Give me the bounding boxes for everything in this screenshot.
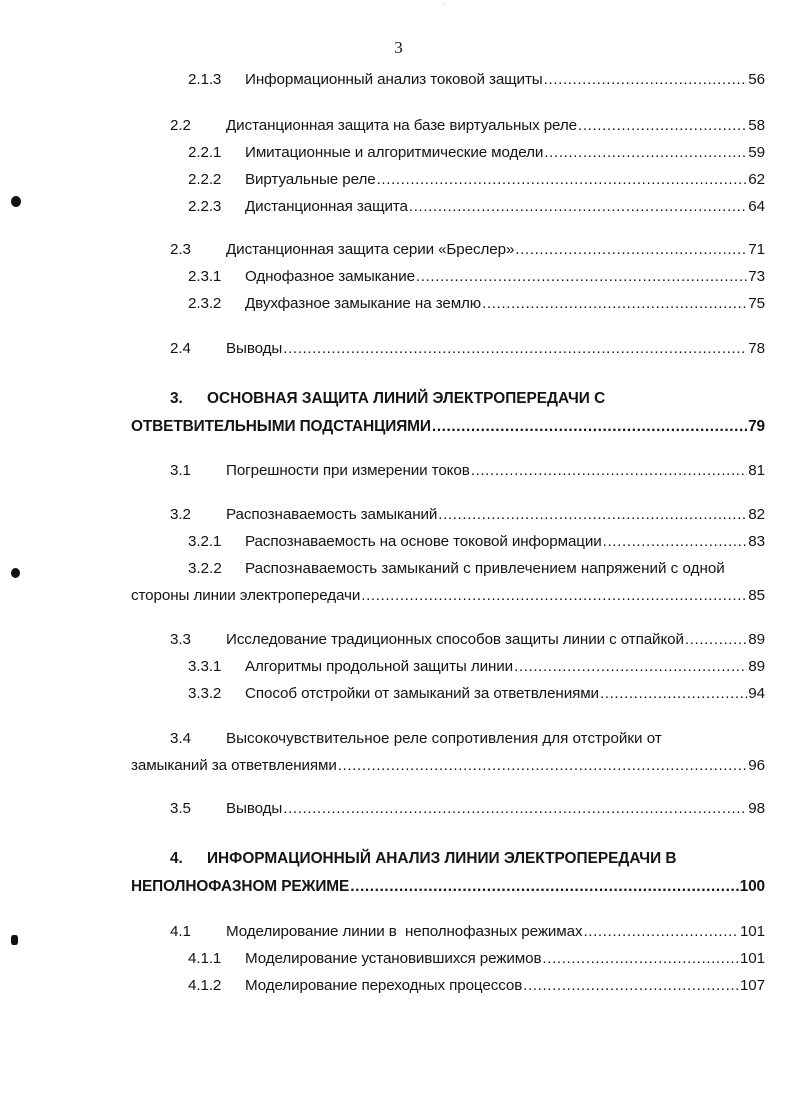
toc-entry-title: Моделирование установившихся режимов [245, 950, 542, 967]
leader-dots [416, 265, 747, 289]
leader-dots [409, 195, 747, 219]
toc-entry-page: 81 [748, 462, 765, 479]
toc-entry-page: 71 [748, 241, 765, 258]
toc-chapter-title-line2: ОТВЕТВИТЕЛЬНЫМИ ПОДСТАНЦИЯМИ [131, 418, 431, 435]
toc-entry-page: 98 [748, 800, 765, 817]
toc-entry-number: 2.2.3 [188, 198, 222, 215]
toc-chapter-heading[interactable] [0, 847, 797, 871]
toc-chapter-title-line1: ОСНОВНАЯ ЗАЩИТА ЛИНИЙ ЭЛЕКТРОПЕРЕДАЧИ С [207, 390, 606, 407]
toc-entry-title: Однофазное замыкание [245, 268, 415, 285]
toc-entry[interactable] [0, 459, 797, 483]
leader-dots [338, 754, 748, 778]
toc-entry[interactable] [0, 503, 797, 527]
toc-entry-number: 3.2 [170, 506, 191, 523]
toc-entry-title-line2: стороны линии электропередачи [131, 587, 361, 604]
toc-entry[interactable] [0, 530, 797, 554]
toc-chapter-number: 4. [170, 850, 183, 867]
toc-entry[interactable] [0, 655, 797, 679]
toc-entry-number: 4.1.1 [188, 950, 222, 967]
toc-entry-page: 94 [748, 685, 765, 702]
toc-entry-number: 4.1.2 [188, 977, 222, 994]
toc-entry-title: Дистанционная защита серии «Бреслер» [226, 241, 515, 258]
leader-dots [482, 292, 747, 316]
toc-entry-page: 78 [748, 340, 765, 357]
toc-entry[interactable] [0, 947, 797, 971]
toc-entry-page: 101 [739, 923, 765, 940]
toc-chapter-title-line2: НЕПОЛНОФАЗНОМ РЕЖИМЕ [131, 878, 350, 895]
toc-entry[interactable] [0, 292, 797, 316]
leader-dots [544, 141, 747, 165]
toc-entry[interactable] [0, 974, 797, 998]
toc-entry-page: 89 [748, 631, 765, 648]
toc-entry[interactable] [0, 727, 797, 751]
toc-chapter-heading[interactable] [0, 387, 797, 411]
leader-dots [544, 68, 748, 92]
toc-chapter-title-line1: ИНФОРМАЦИОННЫЙ АНАЛИЗ ЛИНИИ ЭЛЕКТРОПЕРЕДАЧИ В [207, 850, 677, 867]
leader-dots [283, 337, 747, 361]
toc-entry-title: Способ отстройки от замыканий за ответвлениями [245, 685, 599, 702]
toc-entry-continuation[interactable] [0, 584, 797, 608]
toc-entry-title: Выводы [226, 800, 283, 817]
leader-dots [350, 875, 738, 899]
toc-entry-number: 3.4 [170, 730, 192, 747]
toc-entry[interactable] [0, 141, 797, 165]
leader-dots [432, 415, 747, 439]
leader-dots [514, 655, 747, 679]
toc-entry-number: 2.2.1 [188, 144, 222, 161]
toc-entry-title: Виртуальные реле [245, 171, 376, 188]
scan-speck [444, 4, 445, 5]
toc-entry-page: 82 [748, 506, 765, 523]
toc-entry-number: 3.3.1 [188, 658, 222, 675]
leader-dots [438, 503, 747, 527]
leader-dots [283, 797, 747, 821]
toc-entry-title-line1: Распознаваемость замыканий с привлечением напряжений с одной [245, 560, 725, 577]
toc-entry-page: 79 [748, 418, 765, 435]
toc-entry[interactable] [0, 337, 797, 361]
toc-entry-number: 3.3 [170, 631, 191, 648]
toc-entry-page: 58 [748, 117, 765, 134]
toc-chapter-continuation[interactable] [0, 415, 797, 439]
toc-entry[interactable] [0, 682, 797, 706]
toc-entry[interactable] [0, 265, 797, 289]
toc-entry-title: Исследование традиционных способов защиты линии с отпайкой [226, 631, 684, 648]
toc-entry-title-line1: Высокочувствительное реле сопротивления для отстройки от [226, 730, 662, 747]
page-number: 3 [394, 38, 403, 57]
leader-dots [471, 459, 748, 483]
leader-dots [377, 168, 748, 192]
toc-entry-title: Алгоритмы продольной защиты линии [245, 658, 514, 675]
toc-entry[interactable] [0, 114, 797, 138]
toc-entry-number: 2.2 [170, 117, 191, 134]
leader-dots [578, 114, 747, 138]
toc-entry-title: Дистанционная защита на базе виртуальных реле [226, 117, 578, 134]
toc-entry-number: 4.1 [170, 923, 191, 940]
leader-dots [603, 530, 748, 554]
leader-dots [583, 920, 739, 944]
toc-entry-number: 3.3.2 [188, 685, 222, 702]
toc-entry-page: 62 [748, 171, 765, 188]
toc-entry[interactable] [0, 68, 797, 92]
toc-entry-page: 101 [739, 950, 765, 967]
toc-chapter-number: 3. [170, 390, 183, 407]
toc-entry-page: 64 [748, 198, 765, 215]
toc-entry[interactable] [0, 238, 797, 262]
toc-entry-title: Погрешности при измерении токов [226, 462, 470, 479]
toc-entry-page: 107 [739, 977, 765, 994]
toc-entry-title: Информационный анализ токовой защиты [245, 71, 543, 88]
toc-entry-title: Имитационные и алгоритмические модели [245, 144, 544, 161]
toc-entry-title: Дистанционная защита [245, 198, 408, 215]
toc-entry-number: 3.5 [170, 800, 191, 817]
toc-entry-number: 2.3.1 [188, 268, 222, 285]
leader-dots [600, 682, 747, 706]
toc-entry[interactable] [0, 797, 797, 821]
toc-entry-page: 85 [748, 587, 765, 604]
toc-entry[interactable] [0, 168, 797, 192]
toc-entry-title: Выводы [226, 340, 283, 357]
toc-entry-continuation[interactable] [0, 754, 797, 778]
toc-entry-title-line2: замыканий за ответвлениями [131, 757, 337, 774]
toc-entry-page: 59 [748, 144, 765, 161]
toc-entry-title: Двухфазное замыкание на землю [245, 295, 482, 312]
toc-entry-page: 73 [748, 268, 765, 285]
toc-entry-number: 2.2.2 [188, 171, 222, 188]
toc-entry-number: 3.2.2 [188, 560, 222, 577]
toc-entry-page: 83 [748, 533, 765, 550]
toc-entry-number: 3.2.1 [188, 533, 222, 550]
toc-entry-number: 2.4 [170, 340, 191, 357]
toc-entry-number: 2.3.2 [188, 295, 222, 312]
leader-dots [515, 238, 747, 262]
toc-entry[interactable] [0, 628, 797, 652]
leader-dots [361, 584, 747, 608]
toc-entry[interactable] [0, 920, 797, 944]
toc-entry-title: Моделирование переходных процессов [245, 977, 523, 994]
toc-entry-title: Распознаваемость на основе токовой информации [245, 533, 602, 550]
toc-chapter-continuation[interactable] [0, 875, 797, 899]
leader-dots [523, 974, 739, 998]
toc-entry-number: 2.1.3 [188, 71, 222, 88]
toc-entry-number: 3.1 [170, 462, 191, 479]
toc-entry-page: 75 [748, 295, 765, 312]
toc-entry-title: Моделирование линии в неполнофазных режимах [226, 923, 583, 940]
leader-dots [542, 947, 739, 971]
toc-entry-number: 2.3 [170, 241, 191, 258]
toc-entry-title: Распознаваемость замыканий [226, 506, 438, 523]
toc-entry-page: 89 [748, 658, 765, 675]
leader-dots [685, 628, 747, 652]
toc-entry[interactable] [0, 195, 797, 219]
toc-entry[interactable] [0, 557, 797, 581]
toc-entry-page: 96 [748, 757, 765, 774]
toc-entry-page: 56 [748, 71, 765, 88]
toc-entry-page: 100 [739, 878, 765, 895]
